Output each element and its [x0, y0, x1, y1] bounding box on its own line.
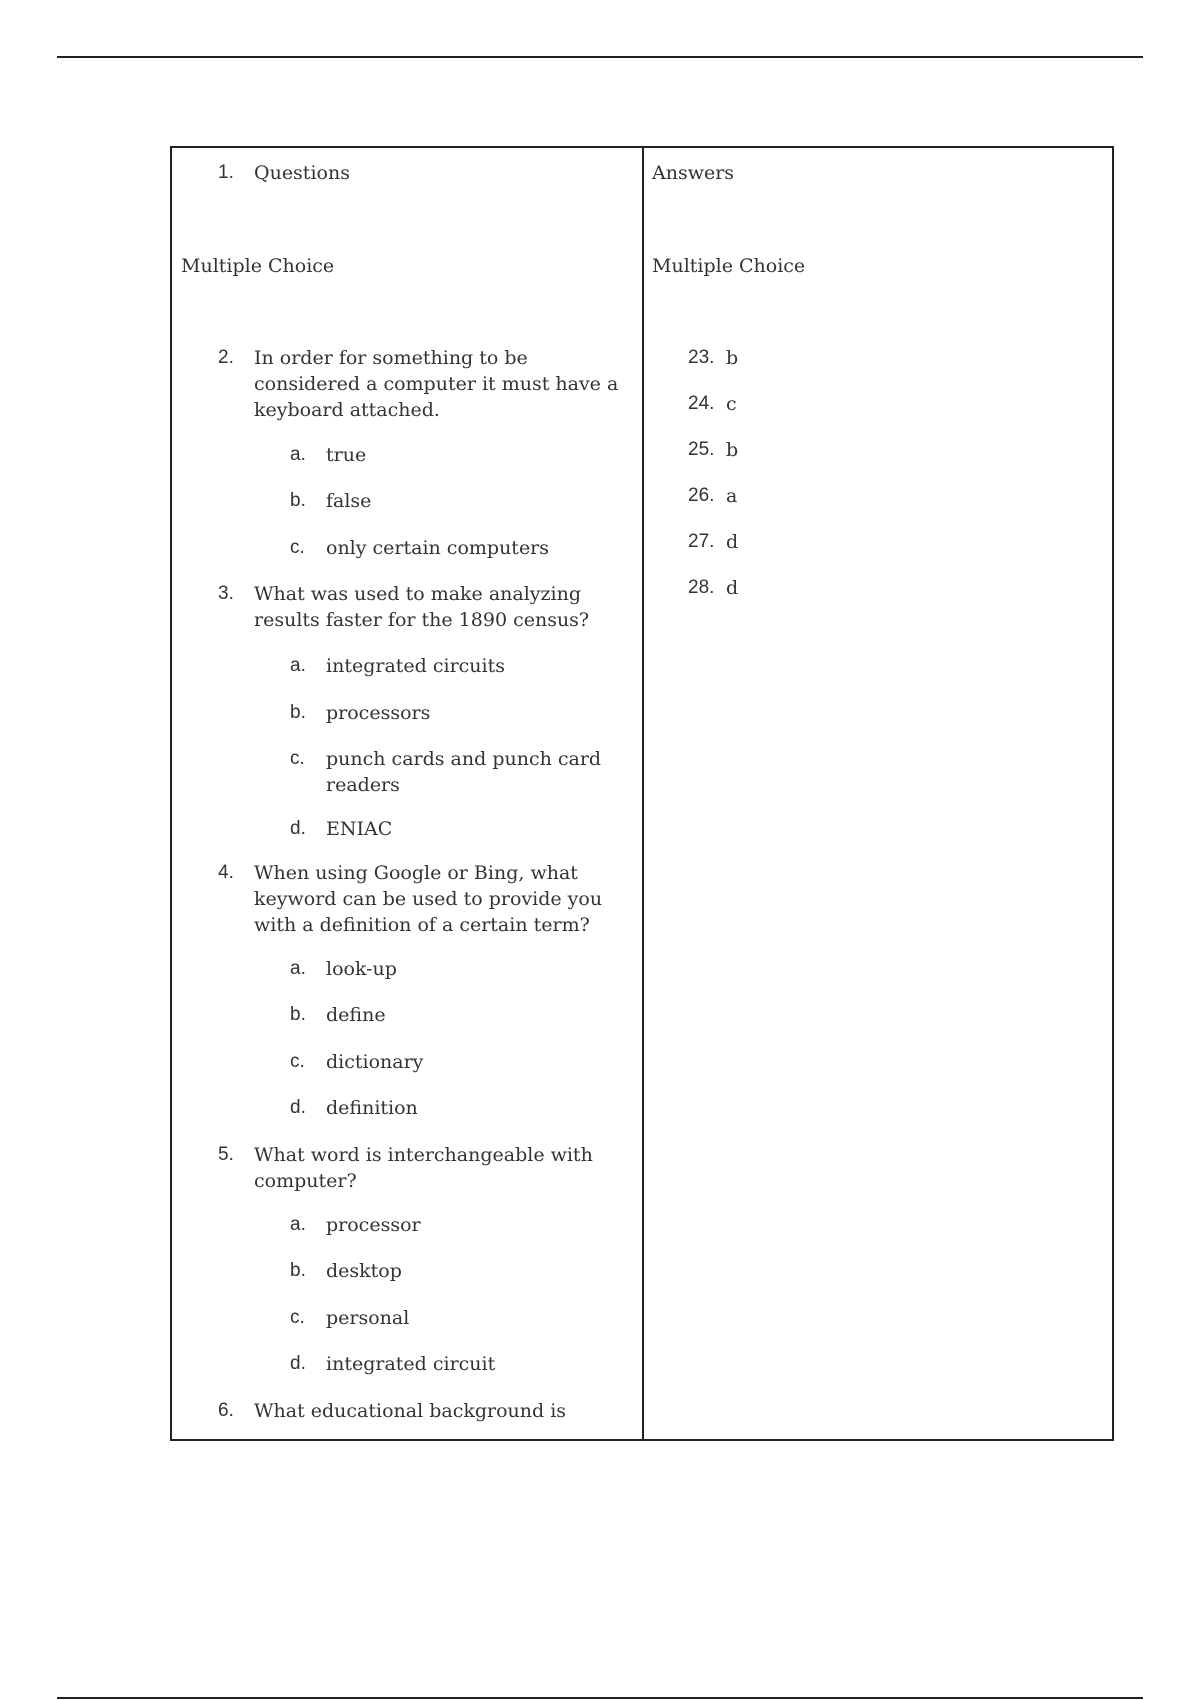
option-letter: a.: [290, 958, 306, 979]
question-text: What was used to make analyzing results faster for the 1890 census?: [254, 583, 590, 631]
answer-letter: d: [726, 577, 739, 599]
question-number: 3.: [218, 583, 234, 604]
question-text: When using Google or Bing, what keyword can be used to provide you with a definition of a certain term?: [254, 862, 603, 936]
question-number: 6.: [218, 1400, 234, 1421]
questions-column: [172, 148, 642, 1439]
answer-number: 24.: [688, 393, 715, 414]
answers-column: [644, 148, 1112, 1439]
option-text: define: [326, 1004, 386, 1026]
footer-rule: [57, 1697, 1143, 1699]
question-number: 2.: [218, 347, 234, 368]
option-text: integrated circuits: [326, 655, 505, 677]
questions-header: Questions: [254, 162, 350, 184]
option-text: only certain computers: [326, 537, 550, 559]
answer-number: 26.: [688, 485, 715, 506]
option-letter: b.: [290, 702, 306, 723]
answer-letter: b: [726, 347, 739, 369]
question-number: 4.: [218, 862, 234, 883]
option-letter: c.: [290, 537, 305, 558]
answer-number: 28.: [688, 577, 715, 598]
answer-letter: b: [726, 439, 739, 461]
option-text: processors: [326, 702, 431, 724]
question-text: In order for something to be considered a computer it must have a keyboard attached.: [254, 347, 619, 421]
option-text: processor: [326, 1214, 421, 1236]
option-letter: c.: [290, 1307, 305, 1328]
header-rule: [57, 56, 1143, 58]
option-letter: b.: [290, 1004, 306, 1025]
option-letter: c.: [290, 748, 305, 769]
option-letter: d.: [290, 1097, 306, 1118]
option-text: desktop: [326, 1260, 402, 1282]
option-text: personal: [326, 1307, 410, 1329]
answer-number: 25.: [688, 439, 715, 460]
option-letter: b.: [290, 490, 306, 511]
option-text: definition: [326, 1097, 418, 1119]
option-letter: a.: [290, 444, 306, 465]
option-letter: a.: [290, 655, 306, 676]
qa-table: [170, 146, 1114, 1441]
option-letter: a.: [290, 1214, 306, 1235]
answer-letter: d: [726, 531, 739, 553]
option-letter: d.: [290, 1353, 306, 1374]
option-text: ENIAC: [326, 818, 393, 840]
question-text: What educational background is: [254, 1400, 567, 1422]
question-text: What word is interchangeable with computer?: [254, 1144, 593, 1192]
option-letter: d.: [290, 818, 306, 839]
answer-number: 27.: [688, 531, 715, 552]
answer-letter: a: [726, 485, 738, 507]
option-text: integrated circuit: [326, 1353, 496, 1375]
option-text: look-up: [326, 958, 397, 980]
right-section-title: Multiple Choice: [652, 255, 806, 277]
option-text: true: [326, 444, 367, 466]
answer-letter: c: [726, 393, 737, 415]
answers-header: Answers: [652, 162, 735, 184]
option-letter: c.: [290, 1051, 305, 1072]
option-text: false: [326, 490, 372, 512]
option-text: punch cards and punch card readers: [326, 748, 602, 796]
left-section-title: Multiple Choice: [181, 255, 335, 277]
option-letter: b.: [290, 1260, 306, 1281]
option-text: dictionary: [326, 1051, 424, 1073]
answer-number: 23.: [688, 347, 715, 368]
questions-header-number: 1.: [218, 162, 234, 183]
question-number: 5.: [218, 1144, 234, 1165]
